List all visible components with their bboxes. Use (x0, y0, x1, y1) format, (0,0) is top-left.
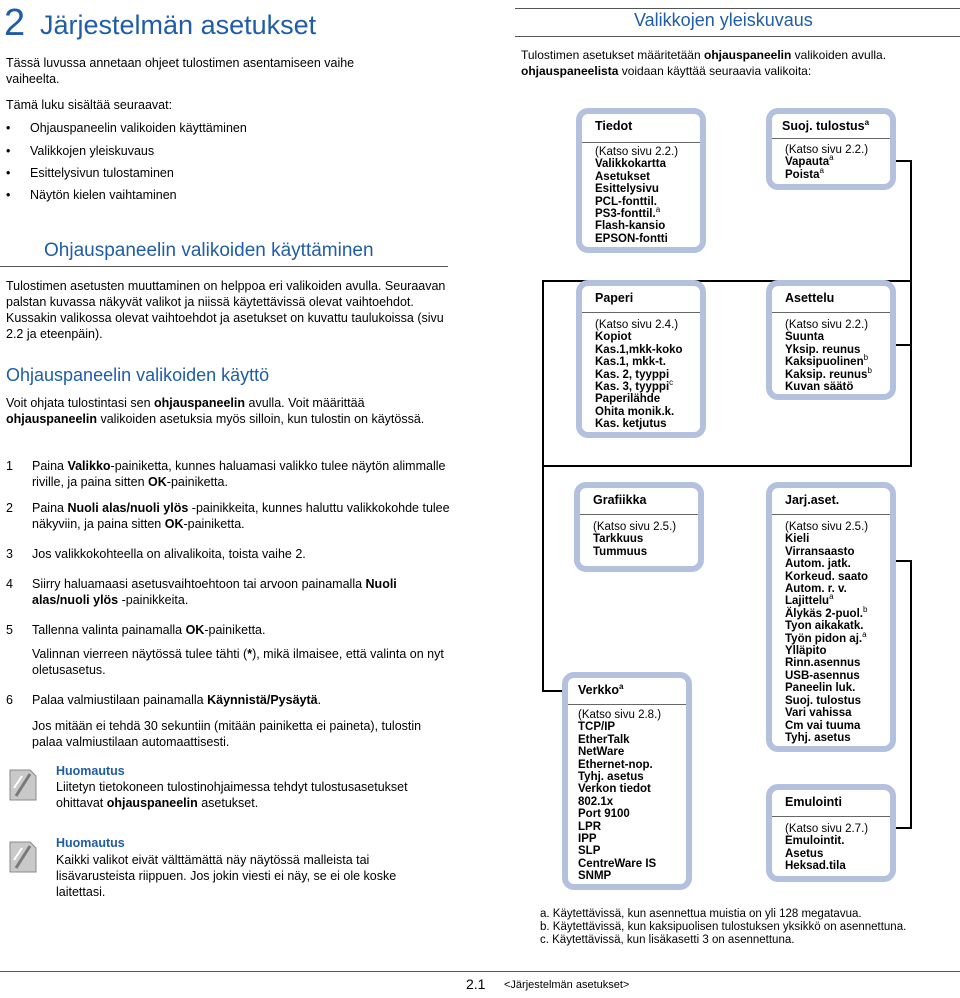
menu-items: (Katso sivu 2.4.) Kopiot Kas.1,mkk-koko Kas.1, mkk-t. Kas. 2, tyyppi Kas. 3, tyyppi$^c$ Paperilähde Ohita monik.k. Kas. ketjutus (595, 319, 683, 431)
footer-chapter: <Järjestelmän asetukset> (504, 979, 630, 991)
step-6: 6 Palaa valmiustilaan painamalla Käynnistä/Pysäytä. (6, 693, 322, 707)
contents-intro: Tämä luku sisältää seuraavat: (6, 98, 173, 112)
chapter-intro: Tässä luvussa annetaan ohjeet tulostimen asentamiseen vaihe vaiheelta. (6, 56, 355, 86)
menu-box-grafiikka[interactable] (574, 482, 704, 572)
menu-divider (582, 142, 700, 143)
footer-rule (0, 971, 960, 972)
subsection-heading: Ohjauspaneelin valikoiden käyttö (6, 365, 270, 385)
step-6-note: Jos mitään ei tehdä 30 sekuntiin (mitään painiketta ei paineta), tulostin palaa valmiustilaan automaattisesti. (32, 719, 422, 749)
tree-trunk-right (910, 160, 912, 467)
overview-line2: ohjauspaneelista voidaan käyttää seuraavia valikoita: (521, 64, 812, 78)
tree-branch (542, 690, 562, 692)
bullet-dot: • (6, 144, 11, 158)
menu-box-tiedot[interactable] (576, 108, 706, 253)
step-2: 2 Paina Nuoli alas/nuoli ylös -painikkeita, kunnes haluttu valikkokohde tulee näkyviin, ja paina sitten OK-painiketta. (6, 501, 450, 531)
overview-line1: Tulostimen asetukset määritetään ohjauspaneelin valikoiden avulla. (521, 48, 887, 62)
step-4: 4 Siirry haluamaasi asetusvaihtoehtoon tai arvoon painamalla Nuoli alas/nuoli ylös -painikkeita. (6, 577, 397, 607)
overview-heading: Valikkojen yleiskuvaus (634, 10, 813, 30)
menu-items: (Katso sivu 2.2.) Valikkokartta Asetukset Esittelysivu PCL-fonttil. PS3-fonttil.$^a$ Flash-kansio EPSON-fontti (595, 146, 679, 245)
contents-item[interactable]: • Valikkojen yleiskuvaus (6, 144, 155, 158)
menu-box-jarj-aset[interactable] (766, 482, 896, 752)
menu-items: (Katso sivu 2.7.) Emulointit. Asetus Heksad.tila (785, 823, 869, 873)
contents-item[interactable]: • Näytön kielen vaihtaminen (6, 188, 177, 202)
menu-divider (772, 514, 890, 515)
note-title: Huomautus (56, 836, 125, 850)
overview-top-rule (515, 8, 960, 9)
menu-title: Asettelu (785, 291, 835, 305)
tree-trunk-left (542, 280, 544, 690)
footnote: a. Käytettävissä, kun asennettua muistia on yli 128 megatavua. (540, 908, 862, 920)
tree-trunk-right-lower (910, 560, 912, 829)
section-divider (0, 266, 448, 267)
bullet-dot: • (6, 166, 11, 180)
note-icon (8, 766, 38, 802)
menu-divider (772, 138, 890, 139)
menu-title: Suoj. tulostus$^a$ (782, 117, 870, 133)
menu-box-asettelu[interactable] (766, 280, 896, 400)
chapter-number: 2 (4, 2, 26, 44)
menu-title: Tiedot (595, 119, 633, 133)
tree-branch (542, 465, 912, 467)
note-title: Huomautus (56, 764, 125, 778)
note-body: Liitetyn tietokoneen tulostinohjaimessa tehdyt tulostusasetukset ohittavat ohjauspaneelin asetukset. (56, 780, 408, 810)
contents-item[interactable]: • Ohjauspaneelin valikoiden käyttäminen (6, 121, 247, 135)
menu-box-suoj-tulostus[interactable] (766, 108, 896, 190)
contents-item[interactable]: • Esittelysivun tulostaminen (6, 166, 174, 180)
step-5: 5 Tallenna valinta painamalla OK-painiketta. (6, 623, 266, 637)
page-number: 2.1 (466, 976, 486, 992)
bullet-dot: • (6, 188, 11, 202)
chapter-title: Järjestelmän asetukset (40, 10, 317, 40)
menu-title: Paperi (595, 291, 634, 305)
menu-items: (Katso sivu 2.8.) TCP/IP EtherTalk NetWare Ethernet-nop. Tyhj. asetus Verkon tiedot 802.1x Port 9100 LPR IPP SLP CentreWare IS SNMP (578, 709, 662, 883)
menu-title: Grafiikka (593, 493, 647, 507)
overview-divider (515, 36, 960, 37)
menu-title: Jarj.aset. (785, 493, 840, 507)
menu-divider (582, 312, 700, 313)
bullet-dot: • (6, 121, 11, 135)
subsection-body: Voit ohjata tulostintasi sen ohjauspaneelin avulla. Voit määrittää ohjauspaneelin valikoiden asetuksia myös silloin, kun tulostin on käytössä. (6, 396, 425, 426)
note-icon (8, 838, 38, 874)
step-1: 1 Paina Valikko-painiketta, kunnes haluamasi valikko tulee näytön alimmalle riville, ja paina sitten OK-painiketta. (6, 459, 446, 489)
menu-divider (772, 312, 890, 313)
step-3: 3 Jos valikkokohteella on alivalikoita, toista vaihe 2. (6, 547, 306, 561)
menu-items: (Katso sivu 2.5.) Tarkkuus Tummuus (593, 521, 677, 558)
menu-title: Verkko$^a$ (578, 681, 624, 697)
note-body: Kaikki valikot eivät välttämättä näy näytössä malleista tai lisävarusteista riippuen. Jos jokin viesti ei näy, se ei ole koske laitettasi. (56, 853, 397, 899)
menu-divider (580, 514, 698, 515)
menu-divider (772, 816, 890, 817)
menu-box-emulointi[interactable] (766, 784, 896, 882)
menu-items: (Katso sivu 2.5.) Kieli Virransaasto Autom. jatk. Korkeud. saato Autom. r. v. Lajittelu$^a$ Älykäs 2-puol.$^b$ Tyon aikakatk. Työn pidon aj.$^a$ Ylläpito Rinn.asennus USB-asennus Paneelin luk. Suoj. tulostus Vari vahissa Cm vai tuuma Tyhj. asetus (785, 521, 869, 744)
menu-title: Emulointi (785, 795, 842, 809)
step-5-note: Valinnan vierreen näytössä tulee tähti (*), mikä ilmaisee, että valinta on nyt oletusasetus. (32, 647, 444, 677)
menu-box-paperi[interactable] (576, 280, 706, 438)
menu-divider (568, 704, 686, 705)
menu-items: (Katso sivu 2.2.) Vapauta$^a$ Poista$^a$ (785, 144, 869, 181)
footnote: b. Käytettävissä, kun kaksipuolisen tulostuksen yksikkö on asennettuna. (540, 921, 907, 933)
section-heading: Ohjauspaneelin valikoiden käyttäminen (44, 240, 374, 261)
menu-items: (Katso sivu 2.2.) Suunta Yksip. reunus Kaksipuolinen$^b$ Kaksip. reunus$^b$ Kuvan säätö (785, 319, 872, 394)
footnote: c. Käytettävissä, kun lisäkasetti 3 on asennettuna. (540, 934, 795, 946)
section-body: Tulostimen asetusten muuttaminen on helppoa eri valikoiden avulla. Seuraavan palstan kuvassa näkyvät valikot ja niissä käytettävissä olevat vaihtoehdot. Kussakin valikossa olevat vaihtoehdot ja asetukset on kuvattu taulukoissa (sivu 2.2 ja eteenpäin). (6, 279, 446, 341)
menu-box-verkko[interactable] (562, 672, 692, 890)
